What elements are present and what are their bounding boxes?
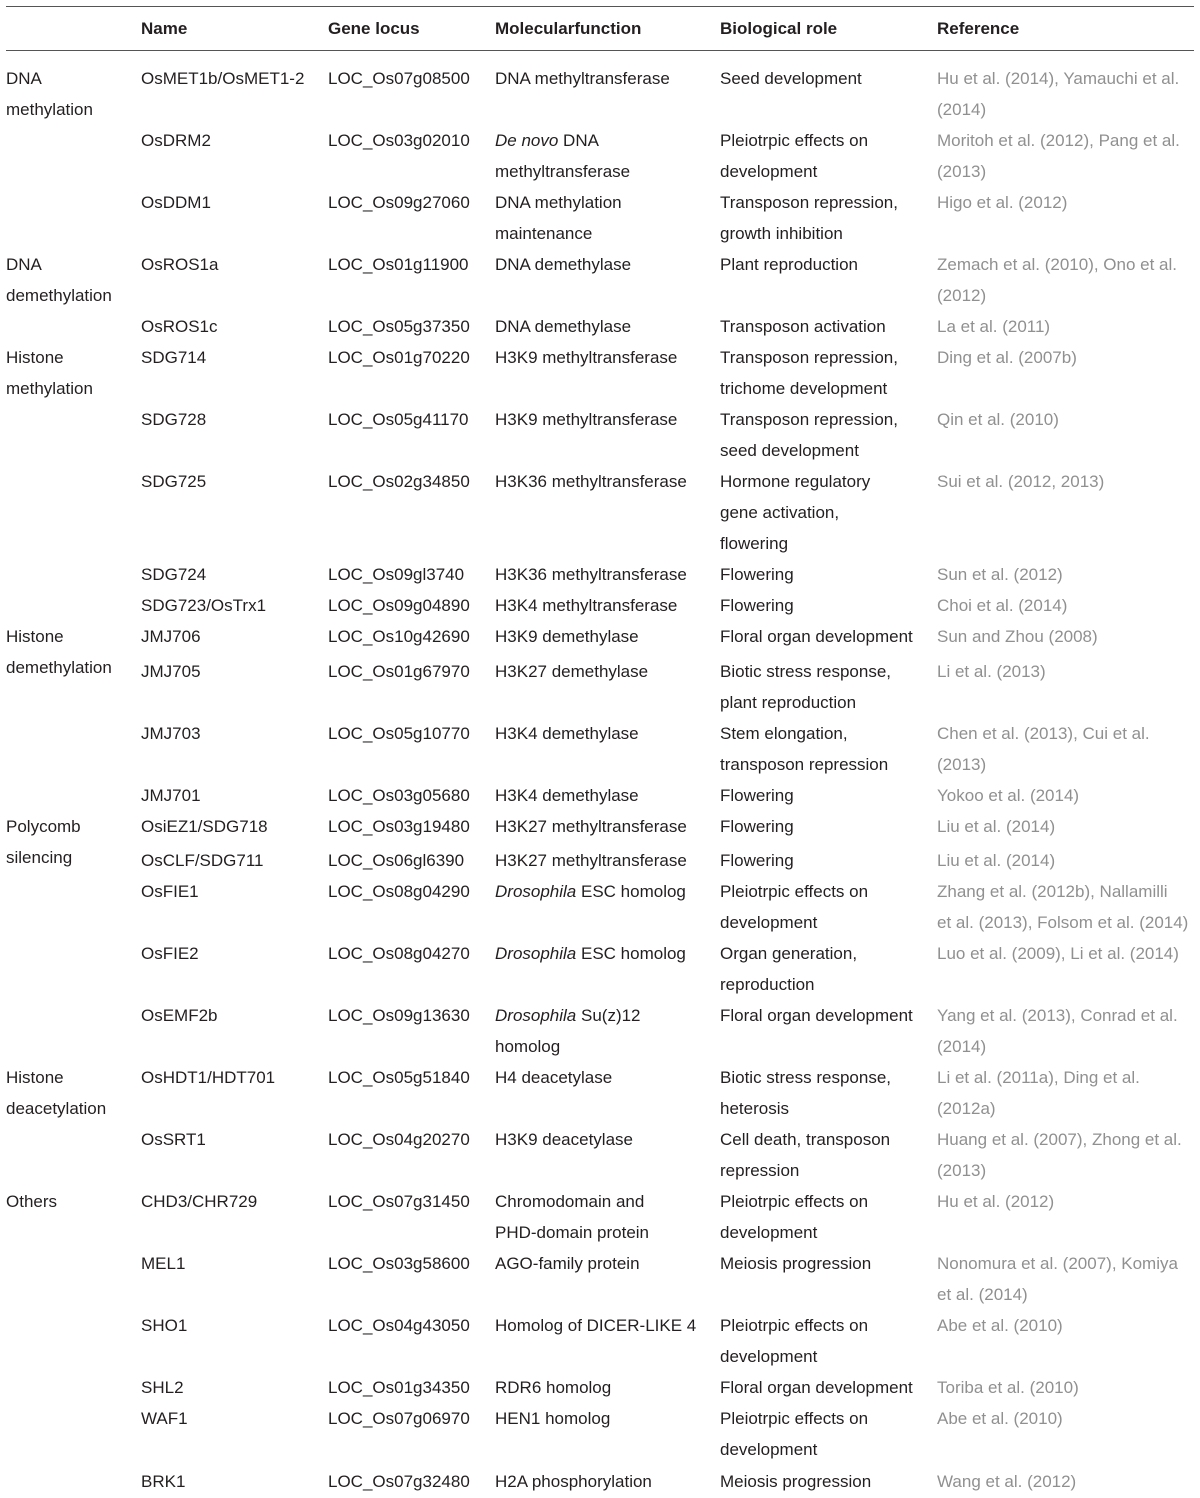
- gene-name: CHD3/CHR729: [141, 1192, 258, 1211]
- gene-locus: LOC_Os05g41170: [328, 410, 469, 429]
- gene-name: OsCLF/SDG711: [141, 851, 264, 870]
- reference: Luo et al. (2009), Li et al. (2014): [937, 944, 1179, 963]
- biological-role: Organ generation, reproduction: [720, 944, 858, 994]
- gene-locus: LOC_Os01g11900: [328, 255, 469, 274]
- gene-name: SHL2: [141, 1378, 184, 1397]
- reference: Moritoh et al. (2012), Pang et al. (2013): [937, 131, 1180, 181]
- molecular-function: H3K27 methyltransferase: [495, 817, 687, 836]
- reference: Abe et al. (2010): [937, 1316, 1063, 1335]
- biological-role: Pleiotrpic effects on development: [720, 1192, 869, 1242]
- reference: Liu et al. (2014): [937, 851, 1056, 870]
- gene-name: OsHDT1/HDT701: [141, 1068, 276, 1087]
- gene-name: OsDRM2: [141, 131, 211, 150]
- biological-role: Plant reproduction: [720, 255, 858, 274]
- gene-name: SDG723/OsTrx1: [141, 596, 267, 615]
- molecular-function: AGO-family protein: [495, 1254, 640, 1273]
- molecular-function: DNA demethylase: [495, 255, 632, 274]
- row-category: Histone demethylation: [6, 627, 112, 677]
- molecular-function-text: DNA methyltransferase: [495, 131, 631, 181]
- molecular-function-text: ESC homolog: [576, 882, 686, 901]
- molecular-function: H3K36 methyltransferase: [495, 565, 687, 584]
- gene-locus: LOC_Os05g37350: [328, 317, 470, 336]
- gene-locus: LOC_Os01g34350: [328, 1378, 470, 1397]
- row-category: Polycomb silencing: [6, 817, 81, 867]
- molecular-function: Homolog of DICER-LIKE 4: [495, 1316, 697, 1335]
- gene-name: MEL1: [141, 1254, 186, 1273]
- biological-role: Biotic stress response, plant reproduction: [720, 662, 892, 712]
- gene-locus: LOC_Os07g31450: [328, 1192, 470, 1211]
- biological-role: Transposon repression, growth inhibition: [720, 193, 898, 243]
- gene-name: BRK1: [141, 1472, 186, 1491]
- gene-locus: LOC_Os01g70220: [328, 348, 470, 367]
- gene-locus: LOC_Os07g08500: [328, 69, 470, 88]
- row-category: Histone deacetylation: [6, 1068, 107, 1118]
- gene-locus: LOC_Os02g34850: [328, 472, 470, 491]
- molecular-function: H3K27 methyltransferase: [495, 851, 687, 870]
- biological-role: Hormone regulatory gene activation, flowering: [720, 472, 871, 553]
- gene-name: OsEMF2b: [141, 1006, 218, 1025]
- gene-name: OsiEZ1/SDG718: [141, 817, 268, 836]
- header-name: Name: [141, 19, 188, 38]
- molecular-function: H3K27 demethylase: [495, 662, 649, 681]
- gene-locus: LOC_Os09gl3740: [328, 565, 465, 584]
- molecular-function: H3K36 methyltransferase: [495, 472, 687, 491]
- header-reference: Reference: [937, 19, 1020, 38]
- gene-locus: LOC_Os05g51840: [328, 1068, 470, 1087]
- biological-role: Flowering: [720, 596, 794, 615]
- gene-name: OsROS1a: [141, 255, 219, 274]
- table-top-rule: [6, 6, 1194, 7]
- molecular-function: [495, 876, 717, 907]
- reference: Zemach et al. (2010), Ono et al. (2012): [937, 255, 1178, 305]
- molecular-function-text: ESC homolog: [576, 944, 686, 963]
- molecular-function: DNA methyltransferase: [495, 69, 670, 88]
- biological-role: Seed development: [720, 69, 862, 88]
- gene-locus: LOC_Os01g67970: [328, 662, 470, 681]
- biological-role: Cell death, transposon repression: [720, 1130, 891, 1180]
- reference: La et al. (2011): [937, 317, 1051, 336]
- reference: Hu et al. (2012): [937, 1192, 1055, 1211]
- reference: Sui et al. (2012, 2013): [937, 472, 1105, 491]
- gene-name: OsFIE1: [141, 882, 199, 901]
- molecular-function-italic: Drosophila: [495, 1006, 577, 1025]
- gene-name: JMJ706: [141, 627, 201, 646]
- biological-role: Meiosis progression: [720, 1472, 872, 1491]
- molecular-function: DNA methylation maintenance: [495, 193, 622, 243]
- molecular-function-italic: Drosophila: [495, 944, 577, 963]
- biological-role: Stem elongation, transposon repression: [720, 724, 889, 774]
- biological-role: Transposon activation: [720, 317, 886, 336]
- molecular-function: H2A phosphorylation: [495, 1472, 652, 1491]
- gene-name: SHO1: [141, 1316, 188, 1335]
- gene-locus: LOC_Os10g42690: [328, 627, 470, 646]
- biological-role: Meiosis progression: [720, 1254, 872, 1273]
- biological-role: Pleiotrpic effects on development: [720, 131, 869, 181]
- gene-locus: LOC_Os04g20270: [328, 1130, 470, 1149]
- molecular-function: HEN1 homolog: [495, 1409, 611, 1428]
- gene-name: OsDDM1: [141, 193, 211, 212]
- molecular-function: H3K9 methyltransferase: [495, 348, 678, 367]
- molecular-function-text: Su(z)12 homolog: [495, 1006, 641, 1056]
- gene-locus: LOC_Os08g04270: [328, 944, 470, 963]
- gene-name: JMJ701: [141, 786, 201, 805]
- molecular-function: H3K4 demethylase: [495, 786, 639, 805]
- molecular-function: H3K4 demethylase: [495, 724, 639, 743]
- header-biological-role: Biological role: [720, 19, 838, 38]
- gene-locus: LOC_Os06gl6390: [328, 851, 465, 870]
- biological-role: Flowering: [720, 786, 794, 805]
- molecular-function: H4 deacetylase: [495, 1068, 613, 1087]
- reference: Hu et al. (2014), Yamauchi et al. (2014): [937, 69, 1180, 119]
- reference: Sun et al. (2012): [937, 565, 1063, 584]
- biological-role: Flowering: [720, 565, 794, 584]
- biological-role: Flowering: [720, 851, 794, 870]
- gene-locus: LOC_Os04g43050: [328, 1316, 470, 1335]
- table-header-rule: [6, 50, 1194, 51]
- reference: Yang et al. (2013), Conrad et al. (2014): [937, 1006, 1178, 1056]
- gene-locus: LOC_Os03g58600: [328, 1254, 470, 1273]
- reference: Qin et al. (2010): [937, 410, 1059, 429]
- reference: Higo et al. (2012): [937, 193, 1068, 212]
- row-category: DNA methylation: [6, 69, 93, 119]
- row-category: Others: [6, 1192, 58, 1211]
- gene-locus: LOC_Os05g10770: [328, 724, 470, 743]
- reference: Wang et al. (2012): [937, 1472, 1077, 1491]
- reference: Zhang et al. (2012b), Nallamilli et al. (2013), Folsom et al. (2014): [937, 882, 1189, 932]
- gene-name: JMJ705: [141, 662, 201, 681]
- gene-locus: LOC_Os08g04290: [328, 882, 470, 901]
- gene-locus: LOC_Os03g19480: [328, 817, 470, 836]
- gene-name: SDG724: [141, 565, 207, 584]
- gene-name: SDG725: [141, 472, 207, 491]
- reference: Sun and Zhou (2008): [937, 627, 1098, 646]
- molecular-function: DNA demethylase: [495, 317, 632, 336]
- biological-role: Pleiotrpic effects on development: [720, 882, 869, 932]
- gene-locus: LOC_Os09g13630: [328, 1006, 470, 1025]
- reference: Chen et al. (2013), Cui et al. (2013): [937, 724, 1150, 774]
- gene-locus: LOC_Os09g04890: [328, 596, 470, 615]
- biological-role: Floral organ development: [720, 1006, 913, 1025]
- row-category: DNA demethylation: [6, 255, 112, 305]
- biological-role: Floral organ development: [720, 627, 913, 646]
- molecular-function: [495, 125, 717, 187]
- gene-locus: LOC_Os03g05680: [328, 786, 470, 805]
- reference: Yokoo et al. (2014): [937, 786, 1080, 805]
- header-molecular-function: Molecularfunction: [495, 19, 642, 38]
- row-category: Histone methylation: [6, 348, 93, 398]
- biological-role: Transposon repression, seed development: [720, 410, 898, 460]
- gene-name: OsSRT1: [141, 1130, 206, 1149]
- gene-name: SDG714: [141, 348, 207, 367]
- gene-locus: LOC_Os09g27060: [328, 193, 470, 212]
- molecular-function: H3K9 deacetylase: [495, 1130, 633, 1149]
- molecular-function: H3K4 methyltransferase: [495, 596, 678, 615]
- molecular-function-italic: Drosophila: [495, 882, 577, 901]
- reference: Toriba et al. (2010): [937, 1378, 1079, 1397]
- gene-locus: LOC_Os07g06970: [328, 1409, 470, 1428]
- molecular-function: [495, 1000, 717, 1062]
- reference: Abe et al. (2010): [937, 1409, 1063, 1428]
- molecular-function-italic: De novo: [495, 131, 559, 150]
- biological-role: Pleiotrpic effects on development: [720, 1409, 869, 1459]
- molecular-function: RDR6 homolog: [495, 1378, 612, 1397]
- reference: Ding et al. (2007b): [937, 348, 1077, 367]
- biological-role: Pleiotrpic effects on development: [720, 1316, 869, 1366]
- reference: Huang et al. (2007), Zhong et al. (2013): [937, 1130, 1182, 1180]
- reference: Nonomura et al. (2007), Komiya et al. (2014): [937, 1254, 1178, 1304]
- reference: Liu et al. (2014): [937, 817, 1056, 836]
- biological-role: Floral organ development: [720, 1378, 913, 1397]
- gene-name: OsFIE2: [141, 944, 199, 963]
- biological-role: Biotic stress response, heterosis: [720, 1068, 892, 1118]
- gene-locus: LOC_Os07g32480: [328, 1472, 470, 1491]
- biological-role: Transposon repression, trichome development: [720, 348, 898, 398]
- molecular-function: Chromodomain and PHD-domain protein: [495, 1192, 650, 1242]
- reference: Li et al. (2011a), Ding et al. (2012a): [937, 1068, 1140, 1118]
- gene-name: JMJ703: [141, 724, 201, 743]
- reference: Li et al. (2013): [937, 662, 1046, 681]
- gene-locus: LOC_Os03g02010: [328, 131, 470, 150]
- molecular-function: [495, 938, 717, 969]
- reference: Choi et al. (2014): [937, 596, 1068, 615]
- gene-name: OsROS1c: [141, 317, 218, 336]
- gene-name: WAF1: [141, 1409, 188, 1428]
- gene-name: SDG728: [141, 410, 207, 429]
- header-gene-locus: Gene locus: [328, 19, 420, 38]
- molecular-function: H3K9 demethylase: [495, 627, 639, 646]
- gene-name: OsMET1b/OsMET1-2: [141, 69, 305, 88]
- biological-role: Flowering: [720, 817, 794, 836]
- molecular-function: H3K9 methyltransferase: [495, 410, 678, 429]
